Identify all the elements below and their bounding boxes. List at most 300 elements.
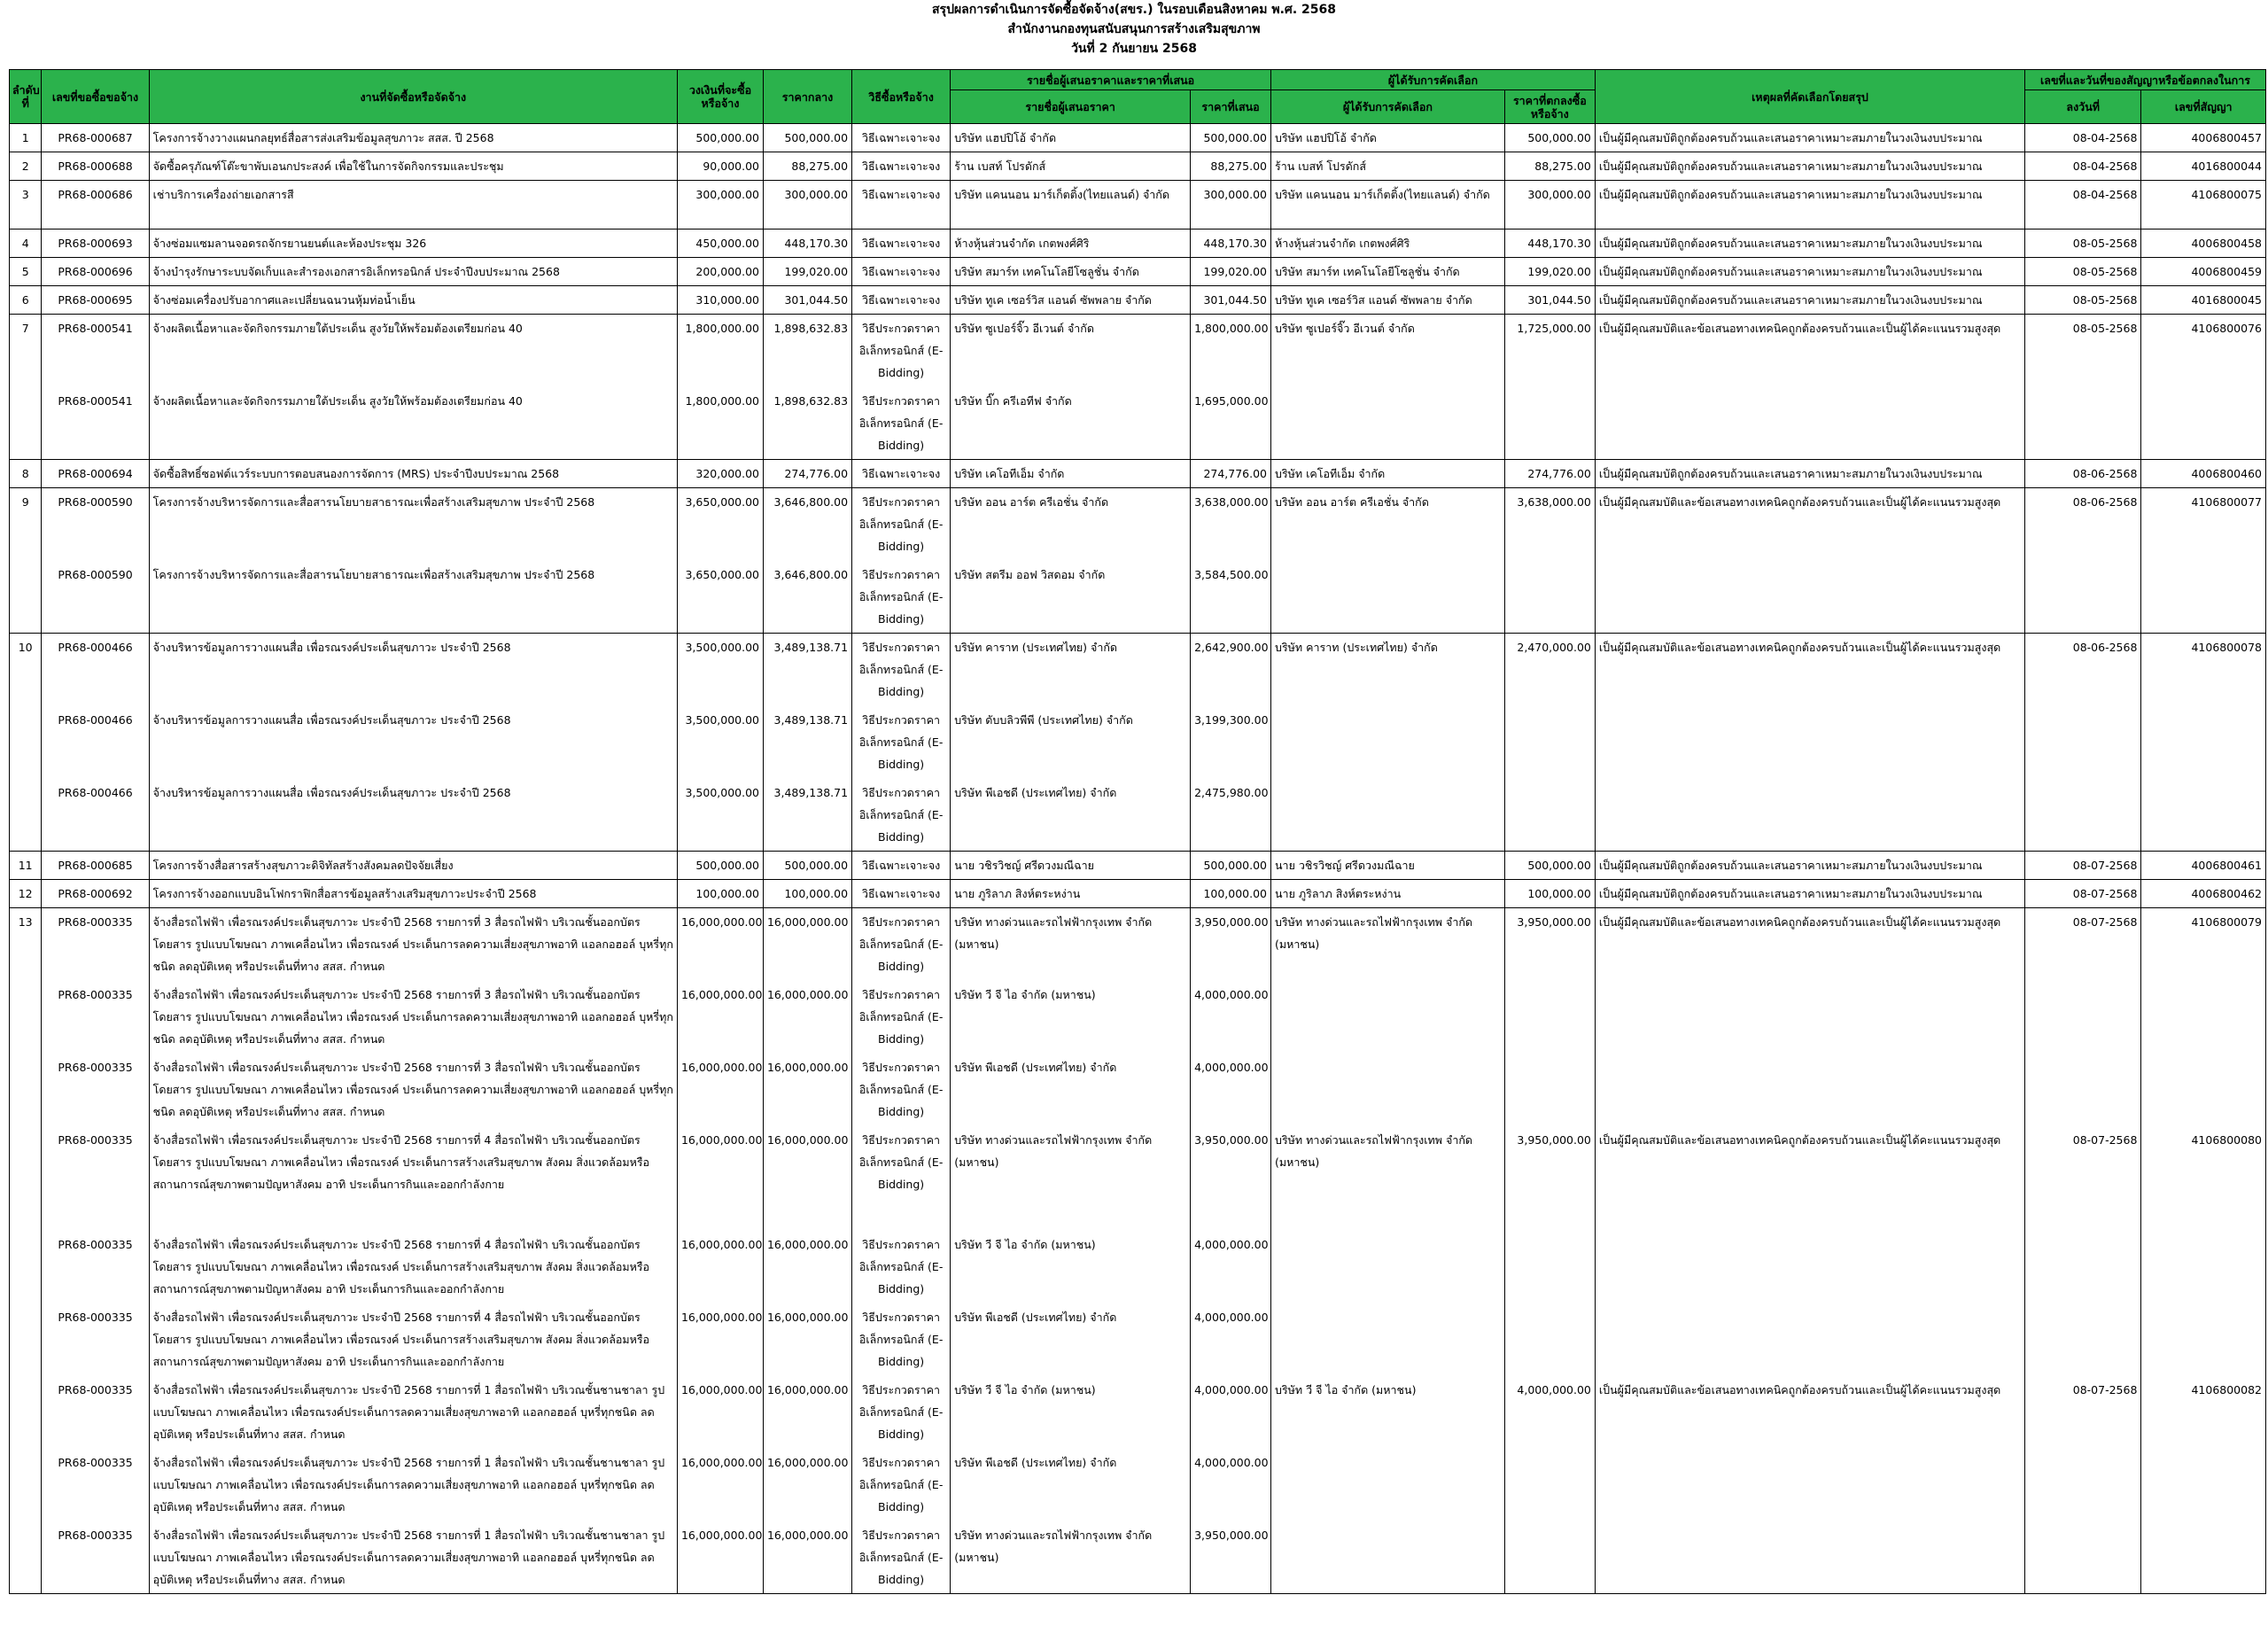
cell-bidder: ร้าน เบสท์ โปรดักส์ [951,152,1191,181]
cell-median: 500,000.00 [763,124,851,152]
cell-bidder: บริษัท คาราท (ประเทศไทย) จำกัด [951,634,1191,706]
cell-no: 9 [10,488,42,561]
cell-pr: PR68-000692 [42,880,149,908]
cell-bidder: บริษัท แฮปปิโอ้ จำกัด [951,124,1191,152]
col-reason: เหตุผลที่คัดเลือกโดยสรุป [1595,70,2024,124]
cell-budget: 320,000.00 [677,460,763,488]
col-budget: วงเงินที่จะซื้อหรือจ้าง [677,70,763,124]
cell-contract [2141,779,2266,852]
cell-method: วิธีเฉพาะเจาะจง [852,286,951,315]
cell-contract [2141,981,2266,1054]
cell-contract: 4106800078 [2141,634,2266,706]
cell-agreed: 274,776.00 [1504,460,1595,488]
cell-no [10,779,42,852]
cell-budget: 3,500,000.00 [677,706,763,779]
col-bidder: รายชื่อผู้เสนอราคา [951,90,1191,124]
cell-agreed [1504,1521,1595,1594]
cell-winner [1271,1449,1505,1521]
cell-winner: บริษัท คาราท (ประเทศไทย) จำกัด [1271,634,1505,706]
cell-budget: 300,000.00 [677,181,763,230]
cell-date [2025,1521,2141,1594]
cell-reason: เป็นผู้มีคุณสมบัติถูกต้องครบถ้วนและเสนอราคาเหมาะสมภายในวงเงินงบประมาณ [1595,181,2024,230]
table-row [10,230,2266,258]
cell-method: วิธีประกวดราคาอิเล็กทรอนิกส์ (E-Bidding) [852,1303,951,1376]
cell-date: 08-07-2568 [2025,852,2141,880]
cell-winner [1271,387,1505,460]
cell-bidder: บริษัท ทูเค เซอร์วิส แอนด์ ซัพพลาย จำกัด [951,286,1191,315]
cell-no: 5 [10,258,42,286]
cell-agreed: 500,000.00 [1504,852,1595,880]
cell-method: วิธีเฉพาะเจาะจง [852,852,951,880]
cell-contract: 4016800044 [2141,152,2266,181]
cell-work: จ้างผลิตเนื้อหาและจัดกิจกรรมภายใต้ประเด็น สูงวัยให้พร้อมต้องเตรียมก่อน 40 [149,315,677,387]
cell-bid: 3,638,000.00 [1191,488,1271,561]
cell-bid: 4,000,000.00 [1191,1376,1271,1449]
table-row [10,634,2266,706]
cell-pr: PR68-000466 [42,706,149,779]
cell-bid: 4,000,000.00 [1191,1449,1271,1521]
cell-pr: PR68-000686 [42,181,149,230]
cell-agreed: 3,950,000.00 [1504,908,1595,981]
cell-winner: บริษัท แคนนอน มาร์เก็ตติ้ง(ไทยแลนด์) จำกัด [1271,181,1505,230]
col-contract-group: เลขที่และวันที่ของสัญญาหรือข้อตกลงในการ [2025,70,2266,90]
cell-winner: นาย ภูริลาภ สิงห์ตระหง่าน [1271,880,1505,908]
cell-bidder: บริษัท ทางด่วนและรถไฟฟ้ากรุงเทพ จำกัด (มหาชน) [951,908,1191,981]
table-row [10,706,2266,779]
col-no: ลำดับที่ [10,70,42,124]
cell-pr: PR68-000693 [42,230,149,258]
cell-date [2025,1231,2141,1303]
cell-bid: 199,020.00 [1191,258,1271,286]
cell-no [10,1521,42,1594]
cell-method: วิธีเฉพาะเจาะจง [852,181,951,230]
cell-bidder: บริษัท พีเอชดี (ประเทศไทย) จำกัด [951,1303,1191,1376]
cell-pr: PR68-000687 [42,124,149,152]
cell-bid: 3,584,500.00 [1191,561,1271,634]
cell-agreed: 199,020.00 [1504,258,1595,286]
cell-reason [1595,1303,2024,1376]
table-row [10,152,2266,181]
cell-contract: 4006800462 [2141,880,2266,908]
cell-agreed [1504,1054,1595,1126]
cell-reason [1595,981,2024,1054]
table-row [10,852,2266,880]
col-pr: เลขที่ขอซื้อขอจ้าง [42,70,149,124]
cell-method: วิธีประกวดราคาอิเล็กทรอนิกส์ (E-Bidding) [852,908,951,981]
cell-agreed: 3,638,000.00 [1504,488,1595,561]
cell-bidder: บริษัท แคนนอน มาร์เก็ตติ้ง(ไทยแลนด์) จำกัด [951,181,1191,230]
cell-method: วิธีประกวดราคาอิเล็กทรอนิกส์ (E-Bidding) [852,561,951,634]
cell-reason: เป็นผู้มีคุณสมบัติถูกต้องครบถ้วนและเสนอราคาเหมาะสมภายในวงเงินงบประมาณ [1595,286,2024,315]
cell-reason [1595,561,2024,634]
table-row [10,488,2266,561]
cell-winner [1271,1303,1505,1376]
cell-work: จัดซื้อสิทธิ์ซอฟต์แวร์ระบบการตอบสนองการจัดการ (MRS) ประจำปีงบประมาณ 2568 [149,460,677,488]
cell-bid: 3,950,000.00 [1191,908,1271,981]
cell-method: วิธีประกวดราคาอิเล็กทรอนิกส์ (E-Bidding) [852,1376,951,1449]
cell-bidder: บริษัท สตรีม ออฟ วิสดอม จำกัด [951,561,1191,634]
cell-bidder: บริษัท พีเอชดี (ประเทศไทย) จำกัด [951,1054,1191,1126]
cell-bid: 500,000.00 [1191,852,1271,880]
cell-winner: บริษัท สมาร์ท เทคโนโลยีโซลูชั่น จำกัด [1271,258,1505,286]
cell-date [2025,561,2141,634]
cell-date: 08-05-2568 [2025,286,2141,315]
cell-method: วิธีประกวดราคาอิเล็กทรอนิกส์ (E-Bidding) [852,1449,951,1521]
cell-work: เช่าบริการเครื่องถ่ายเอกสารสี [149,181,677,230]
cell-winner: บริษัท เคโอทีเอ็ม จำกัด [1271,460,1505,488]
cell-method: วิธีเฉพาะเจาะจง [852,230,951,258]
cell-contract: 4106800077 [2141,488,2266,561]
cell-median: 3,646,800.00 [763,561,851,634]
cell-reason: เป็นผู้มีคุณสมบัติและข้อเสนอทางเทคนิคถูกต้องครบถ้วนและเป็นผู้ได้คะแนนรวมสูงสุด [1595,488,2024,561]
cell-contract: 4006800459 [2141,258,2266,286]
cell-winner: บริษัท ออน อาร์ต ครีเอชั่น จำกัด [1271,488,1505,561]
cell-median: 1,898,632.83 [763,387,851,460]
cell-median: 100,000.00 [763,880,851,908]
cell-no [10,561,42,634]
cell-work: จ้างสื่อรถไฟฟ้า เพื่อรณรงค์ประเด็นสุขภาวะ ประจำปี 2568 รายการที่ 3 สื่อรถไฟฟ้า บริเวณชั้นออกบัตรโดยสาร รูปแบบโฆษณา ภาพเคลื่อนไหว เพื่อรณรงค์ ประเด็นการลดความเสี่ยงสุขภาพอาทิ แอลกอฮอล์ บุหรี่ทุกชนิด ลดอุบัติเหตุ หรือประเด็นที่ทาง สสส. กำหนด [149,981,677,1054]
cell-bidder: บริษัท สมาร์ท เทคโนโลยีโซลูชั่น จำกัด [951,258,1191,286]
cell-work: จ้างสื่อรถไฟฟ้า เพื่อรณรงค์ประเด็นสุขภาวะ ประจำปี 2568 รายการที่ 1 สื่อรถไฟฟ้า บริเวณชั้นชานชาลา รูปแบบโฆษณา ภาพเคลื่อนไหว เพื่อรณรงค์ประเด็นการลดความเสี่ยงสุขภาพอาทิ แอลกอฮอล์ บุหรี่ทุกชนิด ลดอุบัติเหตุ หรือประเด็นที่ทาง สสส. กำหนด [149,1449,677,1521]
cell-pr: PR68-000685 [42,852,149,880]
table-row [10,880,2266,908]
cell-no: 6 [10,286,42,315]
cell-agreed [1504,981,1595,1054]
cell-method: วิธีประกวดราคาอิเล็กทรอนิกส์ (E-Bidding) [852,387,951,460]
cell-bid: 4,000,000.00 [1191,1054,1271,1126]
cell-pr: PR68-000590 [42,561,149,634]
cell-bid: 3,199,300.00 [1191,706,1271,779]
cell-median: 3,646,800.00 [763,488,851,561]
cell-no [10,1376,42,1449]
cell-contract: 4106800080 [2141,1126,2266,1231]
cell-contract [2141,1303,2266,1376]
cell-work: จ้างสื่อรถไฟฟ้า เพื่อรณรงค์ประเด็นสุขภาวะ ประจำปี 2568 รายการที่ 1 สื่อรถไฟฟ้า บริเวณชั้นชานชาลา รูปแบบโฆษณา ภาพเคลื่อนไหว เพื่อรณรงค์ประเด็นการลดความเสี่ยงสุขภาพอาทิ แอลกอฮอล์ บุหรี่ทุกชนิด ลดอุบัติเหตุ หรือประเด็นที่ทาง สสส. กำหนด [149,1521,677,1594]
cell-bid: 1,800,000.00 [1191,315,1271,387]
cell-method: วิธีประกวดราคาอิเล็กทรอนิกส์ (E-Bidding) [852,779,951,852]
cell-work: โครงการจ้างบริหารจัดการและสื่อสารนโยบายสาธารณะเพื่อสร้างเสริมสุขภาพ ประจำปี 2568 [149,488,677,561]
cell-reason: เป็นผู้มีคุณสมบัติและข้อเสนอทางเทคนิคถูกต้องครบถ้วนและเป็นผู้ได้คะแนนรวมสูงสุด [1595,1376,2024,1449]
cell-budget: 1,800,000.00 [677,387,763,460]
cell-date: 08-07-2568 [2025,1376,2141,1449]
cell-median: 1,898,632.83 [763,315,851,387]
cell-date [2025,706,2141,779]
cell-bid: 301,044.50 [1191,286,1271,315]
cell-reason: เป็นผู้มีคุณสมบัติถูกต้องครบถ้วนและเสนอราคาเหมาะสมภายในวงเงินงบประมาณ [1595,152,2024,181]
cell-median: 16,000,000.00 [763,1126,851,1231]
cell-reason: เป็นผู้มีคุณสมบัติถูกต้องครบถ้วนและเสนอราคาเหมาะสมภายในวงเงินงบประมาณ [1595,230,2024,258]
cell-winner [1271,1054,1505,1126]
cell-agreed [1504,1449,1595,1521]
cell-work: โครงการจ้างออกแบบอินโฟกราฟิกสื่อสารข้อมูลสร้างเสริมสุขภาวะประจำปี 2568 [149,880,677,908]
table-row [10,258,2266,286]
cell-winner [1271,706,1505,779]
cell-median: 448,170.30 [763,230,851,258]
cell-budget: 3,650,000.00 [677,488,763,561]
cell-median: 16,000,000.00 [763,1231,851,1303]
cell-bid: 4,000,000.00 [1191,1303,1271,1376]
col-agreed: ราคาที่ตกลงซื้อหรือจ้าง [1504,90,1595,124]
cell-bid: 1,695,000.00 [1191,387,1271,460]
cell-median: 16,000,000.00 [763,1303,851,1376]
cell-reason: เป็นผู้มีคุณสมบัติถูกต้องครบถ้วนและเสนอราคาเหมาะสมภายในวงเงินงบประมาณ [1595,880,2024,908]
cell-median: 274,776.00 [763,460,851,488]
cell-budget: 16,000,000.00 [677,1231,763,1303]
table-row [10,124,2266,152]
cell-budget: 16,000,000.00 [677,1521,763,1594]
cell-work: จ้างสื่อรถไฟฟ้า เพื่อรณรงค์ประเด็นสุขภาวะ ประจำปี 2568 รายการที่ 4 สื่อรถไฟฟ้า บริเวณชั้นออกบัตรโดยสาร รูปแบบโฆษณา ภาพเคลื่อนไหว เพื่อรณรงค์ ประเด็นการสร้างเสริมสุขภาพ สังคม สิ่งแวดล้อมหรือสถานการณ์สุขภาพตามปัญหาสังคม อาทิ ประเด็นการกินและออกกำลังกาย [149,1303,677,1376]
table-row [10,1376,2266,1449]
cell-no [10,1054,42,1126]
cell-date: 08-06-2568 [2025,460,2141,488]
cell-date: 08-06-2568 [2025,634,2141,706]
cell-pr: PR68-000335 [42,1521,149,1594]
cell-contract [2141,561,2266,634]
table-row [10,1521,2266,1594]
cell-no [10,706,42,779]
cell-winner: บริษัท ทางด่วนและรถไฟฟ้ากรุงเทพ จำกัด (มหาชน) [1271,1126,1505,1231]
cell-no [10,1231,42,1303]
cell-date: 08-07-2568 [2025,908,2141,981]
cell-reason [1595,1449,2024,1521]
cell-reason: เป็นผู้มีคุณสมบัติและข้อเสนอทางเทคนิคถูกต้องครบถ้วนและเป็นผู้ได้คะแนนรวมสูงสุด [1595,634,2024,706]
cell-no: 8 [10,460,42,488]
cell-median: 3,489,138.71 [763,779,851,852]
cell-bidder: นาย วชิรวิชญ์ ศรีดวงมณีฉาย [951,852,1191,880]
cell-work: จ้างสื่อรถไฟฟ้า เพื่อรณรงค์ประเด็นสุขภาวะ ประจำปี 2568 รายการที่ 4 สื่อรถไฟฟ้า บริเวณชั้นออกบัตรโดยสาร รูปแบบโฆษณา ภาพเคลื่อนไหว เพื่อรณรงค์ ประเด็นการสร้างเสริมสุขภาพ สังคม สิ่งแวดล้อมหรือสถานการณ์สุขภาพตามปัญหาสังคม อาทิ ประเด็นการกินและออกกำลังกาย [149,1126,677,1231]
cell-winner [1271,779,1505,852]
cell-bidder: บริษัท ดับบลิวพีพี (ประเทศไทย) จำกัด [951,706,1191,779]
cell-winner: บริษัท วี จี ไอ จำกัด (มหาชน) [1271,1376,1505,1449]
table-row [10,1449,2266,1521]
cell-work: โครงการจ้างบริหารจัดการและสื่อสารนโยบายสาธารณะเพื่อสร้างเสริมสุขภาพ ประจำปี 2568 [149,561,677,634]
cell-agreed: 88,275.00 [1504,152,1595,181]
cell-method: วิธีประกวดราคาอิเล็กทรอนิกส์ (E-Bidding) [852,1521,951,1594]
cell-agreed [1504,706,1595,779]
cell-budget: 3,650,000.00 [677,561,763,634]
cell-date: 08-05-2568 [2025,315,2141,387]
cell-work: โครงการจ้างวางแผนกลยุทธ์สื่อสารส่งเสริมข้อมูลสุขภาวะ สสส. ปี 2568 [149,124,677,152]
procurement-table [9,69,2266,1594]
table-row [10,286,2266,315]
cell-bidder: บริษัท วี จี ไอ จำกัด (มหาชน) [951,1231,1191,1303]
cell-median: 301,044.50 [763,286,851,315]
table-row [10,387,2266,460]
cell-budget: 100,000.00 [677,880,763,908]
cell-budget: 3,500,000.00 [677,779,763,852]
cell-method: วิธีประกวดราคาอิเล็กทรอนิกส์ (E-Bidding) [852,634,951,706]
cell-no: 2 [10,152,42,181]
cell-date [2025,981,2141,1054]
cell-bid: 2,642,900.00 [1191,634,1271,706]
cell-bidder: บริษัท พีเอชดี (ประเทศไทย) จำกัด [951,1449,1191,1521]
cell-no: 12 [10,880,42,908]
cell-contract: 4106800076 [2141,315,2266,387]
cell-work: จ้างสื่อรถไฟฟ้า เพื่อรณรงค์ประเด็นสุขภาวะ ประจำปี 2568 รายการที่ 4 สื่อรถไฟฟ้า บริเวณชั้นออกบัตรโดยสาร รูปแบบโฆษณา ภาพเคลื่อนไหว เพื่อรณรงค์ ประเด็นการสร้างเสริมสุขภาพ สังคม สิ่งแวดล้อมหรือสถานการณ์สุขภาพตามปัญหาสังคม อาทิ ประเด็นการกินและออกกำลังกาย [149,1231,677,1303]
report-header [0,0,2268,58]
cell-winner: ห้างหุ้นส่วนจำกัด เกตพงศ์ศิริ [1271,230,1505,258]
table-row [10,1054,2266,1126]
col-winner-group: ผู้ได้รับการคัดเลือก [1271,70,1596,90]
cell-no [10,1126,42,1231]
cell-agreed: 301,044.50 [1504,286,1595,315]
col-median: ราคากลาง [763,70,851,124]
col-bidders-group: รายชื่อผู้เสนอราคาและราคาที่เสนอ [951,70,1271,90]
table-row [10,1231,2266,1303]
cell-bidder: นาย ภูริลาภ สิงห์ตระหง่าน [951,880,1191,908]
cell-work: โครงการจ้างสื่อสารสร้างสุขภาวะดิจิทัลสร้างสังคมลดปัจจัยเสี่ยง [149,852,677,880]
cell-median: 16,000,000.00 [763,981,851,1054]
cell-bidder: ห้างหุ้นส่วนจำกัด เกตพงศ์ศิริ [951,230,1191,258]
cell-winner: บริษัท ทางด่วนและรถไฟฟ้ากรุงเทพ จำกัด (มหาชน) [1271,908,1505,981]
cell-contract: 4106800082 [2141,1376,2266,1449]
cell-bidder: บริษัท เคโอทีเอ็ม จำกัด [951,460,1191,488]
cell-agreed: 3,950,000.00 [1504,1126,1595,1231]
cell-agreed [1504,387,1595,460]
cell-median: 16,000,000.00 [763,1449,851,1521]
cell-no: 1 [10,124,42,152]
cell-contract [2141,1449,2266,1521]
cell-agreed: 300,000.00 [1504,181,1595,230]
cell-work: จ้างสื่อรถไฟฟ้า เพื่อรณรงค์ประเด็นสุขภาวะ ประจำปี 2568 รายการที่ 1 สื่อรถไฟฟ้า บริเวณชั้นชานชาลา รูปแบบโฆษณา ภาพเคลื่อนไหว เพื่อรณรงค์ประเด็นการลดความเสี่ยงสุขภาพอาทิ แอลกอฮอล์ บุหรี่ทุกชนิด ลดอุบัติเหตุ หรือประเด็นที่ทาง สสส. กำหนด [149,1376,677,1449]
cell-reason [1595,387,2024,460]
cell-contract [2141,1521,2266,1594]
cell-median: 16,000,000.00 [763,1376,851,1449]
cell-no: 4 [10,230,42,258]
cell-no: 13 [10,908,42,981]
cell-reason: เป็นผู้มีคุณสมบัติและข้อเสนอทางเทคนิคถูกต้องครบถ้วนและเป็นผู้ได้คะแนนรวมสูงสุด [1595,908,2024,981]
cell-agreed [1504,1231,1595,1303]
cell-budget: 1,800,000.00 [677,315,763,387]
cell-median: 16,000,000.00 [763,908,851,981]
cell-pr: PR68-000335 [42,1376,149,1449]
cell-reason: เป็นผู้มีคุณสมบัติถูกต้องครบถ้วนและเสนอราคาเหมาะสมภายในวงเงินงบประมาณ [1595,460,2024,488]
cell-reason: เป็นผู้มีคุณสมบัติและข้อเสนอทางเทคนิคถูกต้องครบถ้วนและเป็นผู้ได้คะแนนรวมสูงสุด [1595,1126,2024,1231]
cell-budget: 310,000.00 [677,286,763,315]
table-row [10,181,2266,230]
cell-budget: 16,000,000.00 [677,1376,763,1449]
cell-date: 08-07-2568 [2025,1126,2141,1231]
col-method: วิธีซื้อหรือจ้าง [852,70,951,124]
cell-bid: 3,950,000.00 [1191,1521,1271,1594]
cell-work: จ้างสื่อรถไฟฟ้า เพื่อรณรงค์ประเด็นสุขภาวะ ประจำปี 2568 รายการที่ 3 สื่อรถไฟฟ้า บริเวณชั้นออกบัตรโดยสาร รูปแบบโฆษณา ภาพเคลื่อนไหว เพื่อรณรงค์ ประเด็นการลดความเสี่ยงสุขภาพอาทิ แอลกอฮอล์ บุหรี่ทุกชนิด ลดอุบัติเหตุ หรือประเด็นที่ทาง สสส. กำหนด [149,1054,677,1126]
cell-no [10,1449,42,1521]
cell-pr: PR68-000541 [42,315,149,387]
cell-work: จ้างสื่อรถไฟฟ้า เพื่อรณรงค์ประเด็นสุขภาวะ ประจำปี 2568 รายการที่ 3 สื่อรถไฟฟ้า บริเวณชั้นออกบัตรโดยสาร รูปแบบโฆษณา ภาพเคลื่อนไหว เพื่อรณรงค์ ประเด็นการลดความเสี่ยงสุขภาพอาทิ แอลกอฮอล์ บุหรี่ทุกชนิด ลดอุบัติเหตุ หรือประเด็นที่ทาง สสส. กำหนด [149,908,677,981]
report-date: วันที่ 2 กันยายน 2568 [1071,42,1197,56]
cell-date: 08-04-2568 [2025,124,2141,152]
cell-date [2025,1054,2141,1126]
cell-reason [1595,1231,2024,1303]
cell-work: จ้างบริหารข้อมูลการวางแผนสื่อ เพื่อรณรงค์ประเด็นสุขภาวะ ประจำปี 2568 [149,634,677,706]
cell-bidder: บริษัท ทางด่วนและรถไฟฟ้ากรุงเทพ จำกัด (มหาชน) [951,1126,1191,1231]
cell-method: วิธีเฉพาะเจาะจง [852,124,951,152]
cell-pr: PR68-000590 [42,488,149,561]
cell-no: 11 [10,852,42,880]
cell-pr: PR68-000335 [42,908,149,981]
table-row [10,561,2266,634]
cell-agreed: 500,000.00 [1504,124,1595,152]
cell-pr: PR68-000541 [42,387,149,460]
cell-bidder: บริษัท บิ๊ก ครีเอทีฟ จำกัด [951,387,1191,460]
cell-pr: PR68-000694 [42,460,149,488]
cell-reason [1595,1521,2024,1594]
cell-bid: 3,950,000.00 [1191,1126,1271,1231]
cell-budget: 16,000,000.00 [677,981,763,1054]
cell-method: วิธีประกวดราคาอิเล็กทรอนิกส์ (E-Bidding) [852,1231,951,1303]
cell-method: วิธีประกวดราคาอิเล็กทรอนิกส์ (E-Bidding) [852,1054,951,1126]
cell-method: วิธีประกวดราคาอิเล็กทรอนิกส์ (E-Bidding) [852,981,951,1054]
cell-date: 08-04-2568 [2025,181,2141,230]
col-contract: เลขที่สัญญา [2141,90,2266,124]
cell-date: 08-04-2568 [2025,152,2141,181]
cell-date [2025,387,2141,460]
cell-winner: ร้าน เบสท์ โปรดักส์ [1271,152,1505,181]
cell-pr: PR68-000696 [42,258,149,286]
cell-bidder: บริษัท ออน อาร์ต ครีเอชั่น จำกัด [951,488,1191,561]
cell-agreed: 100,000.00 [1504,880,1595,908]
cell-contract [2141,387,2266,460]
cell-agreed: 1,725,000.00 [1504,315,1595,387]
cell-pr: PR68-000335 [42,1303,149,1376]
cell-bidder: บริษัท วี จี ไอ จำกัด (มหาชน) [951,981,1191,1054]
cell-winner: บริษัท ซูเปอร์จิ๊ว อีเวนต์ จำกัด [1271,315,1505,387]
table-row [10,1126,2266,1231]
col-date: ลงวันที่ [2025,90,2141,124]
cell-winner [1271,981,1505,1054]
cell-median: 3,489,138.71 [763,706,851,779]
cell-budget: 16,000,000.00 [677,1126,763,1231]
cell-agreed [1504,1303,1595,1376]
cell-reason: เป็นผู้มีคุณสมบัติถูกต้องครบถ้วนและเสนอราคาเหมาะสมภายในวงเงินงบประมาณ [1595,852,2024,880]
cell-pr: PR68-000466 [42,634,149,706]
cell-contract: 4006800460 [2141,460,2266,488]
cell-pr: PR68-000695 [42,286,149,315]
cell-pr: PR68-000335 [42,981,149,1054]
cell-contract: 4016800045 [2141,286,2266,315]
cell-winner [1271,1231,1505,1303]
cell-budget: 3,500,000.00 [677,634,763,706]
cell-bidder: บริษัท ซูเปอร์จิ๊ว อีเวนต์ จำกัด [951,315,1191,387]
cell-contract [2141,706,2266,779]
cell-bidder: บริษัท ทางด่วนและรถไฟฟ้ากรุงเทพ จำกัด (มหาชน) [951,1521,1191,1594]
cell-budget: 90,000.00 [677,152,763,181]
cell-date: 08-05-2568 [2025,258,2141,286]
cell-method: วิธีเฉพาะเจาะจง [852,460,951,488]
cell-bidder: บริษัท พีเอชดี (ประเทศไทย) จำกัด [951,779,1191,852]
cell-date [2025,1303,2141,1376]
cell-reason: เป็นผู้มีคุณสมบัติและข้อเสนอทางเทคนิคถูกต้องครบถ้วนและเป็นผู้ได้คะแนนรวมสูงสุด [1595,315,2024,387]
cell-pr: PR68-000335 [42,1231,149,1303]
cell-reason: เป็นผู้มีคุณสมบัติถูกต้องครบถ้วนและเสนอราคาเหมาะสมภายในวงเงินงบประมาณ [1595,124,2024,152]
cell-method: วิธีประกวดราคาอิเล็กทรอนิกส์ (E-Bidding) [852,706,951,779]
cell-budget: 450,000.00 [677,230,763,258]
cell-no: 7 [10,315,42,387]
cell-bidder: บริษัท วี จี ไอ จำกัด (มหาชน) [951,1376,1191,1449]
cell-work: จ้างซ่อมแซมลานจอดรถจักรยานยนต์และห้องประชุม 326 [149,230,677,258]
cell-date: 08-07-2568 [2025,880,2141,908]
cell-bid: 500,000.00 [1191,124,1271,152]
table-row [10,981,2266,1054]
cell-contract [2141,1054,2266,1126]
cell-median: 88,275.00 [763,152,851,181]
report-title: สรุปผลการดำเนินการจัดซื้อจัดจ้าง(สขร.) ในรอบเดือนสิงหาคม พ.ศ. 2568 [932,3,1336,17]
cell-median: 300,000.00 [763,181,851,230]
cell-agreed [1504,561,1595,634]
cell-method: วิธีเฉพาะเจาะจง [852,880,951,908]
cell-reason [1595,1054,2024,1126]
cell-budget: 16,000,000.00 [677,1303,763,1376]
